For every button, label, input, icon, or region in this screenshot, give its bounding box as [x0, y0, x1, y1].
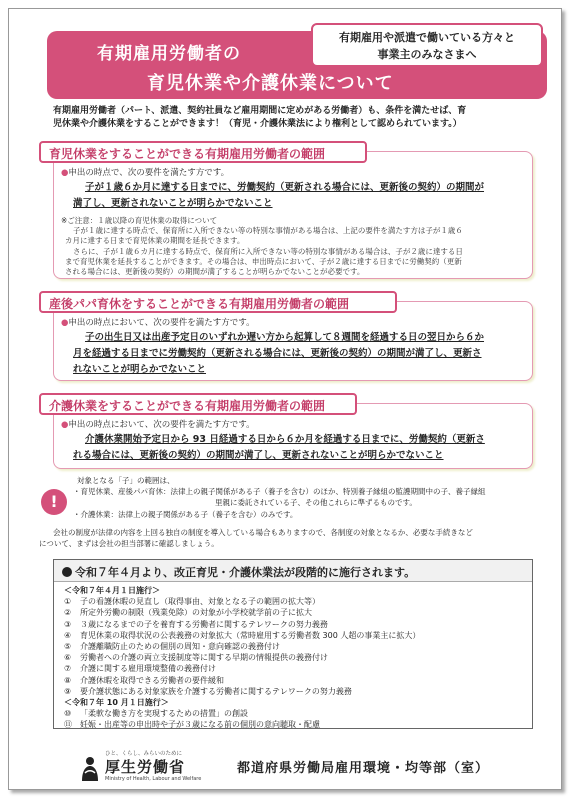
papa-heading: 産後パパ育休をすることができる有期雇用労働者の範囲 [39, 291, 397, 313]
intro-line-2: 児休業や介護休業をすることができます！（育児・介護休業法により権利として認められています。） [53, 119, 462, 129]
papa-requirement [61, 317, 255, 329]
papa-condition-3: れないことが明らかでないこと [73, 364, 207, 375]
reform-item-text: 介護休暇を取得できる労働者の要件緩和 [80, 675, 224, 685]
bullet-dot: ● [61, 168, 69, 178]
childcare-requirement [61, 167, 229, 179]
care-requirement [61, 419, 255, 431]
child-def-line-1: 対象となる「子」の範囲は、 [77, 476, 175, 485]
exclamation-icon: ! [41, 489, 67, 515]
reform-item-text: 所定外労働の制限（残業免除）の対象が小学校就学前の子に拡大 [80, 608, 312, 618]
reform-list [64, 585, 524, 731]
bullet-dot: ● [61, 318, 69, 328]
reform-item-text: 介護に関する雇用環境整備の義務付け [80, 664, 216, 674]
reform-item [64, 630, 524, 641]
child-def-line-3: 里親に委託されている子、その他これらに準ずるものです。 [215, 498, 417, 507]
reform-heading [54, 560, 532, 582]
ministry-emblem-icon [79, 755, 101, 781]
reform-item-text: 介護離職防止のための個別の周知・意向確認の義務付け [80, 642, 280, 652]
reform-heading-text: 令和７年４月より、改正育児・介護休業法が段階的に施行されます。 [75, 566, 416, 579]
care-condition-1: 介護休業開始予定日から 93 日経過する日から６か月を経過する日までに、労働契約（更新さ [85, 434, 485, 445]
reform-item-number: ⑨ [64, 686, 72, 696]
reform-item [64, 708, 524, 719]
childcare-note-6: される場合には、更新後の契約）の期間が満了することが明らかでないことが必要です。 [65, 267, 365, 276]
audience-line-1: 有期雇用や派遣で働いている方々と [339, 31, 515, 44]
reform-item-number: ⑧ [64, 675, 72, 685]
ministry-logo [79, 749, 219, 787]
title-line-1: 有期雇用労働者の [97, 44, 241, 64]
reform-item [64, 641, 524, 652]
papa-condition-2: 月を経過する日までに労働契約（更新される場合には、更新後の契約）の期間が満了し、更新さ [73, 348, 482, 359]
reform-items-april [64, 596, 524, 697]
reform-box [53, 559, 533, 729]
company-note-line-2: について、まずは会社の担当部署に確認しましょう。 [39, 539, 219, 548]
department-name: 都道府県労働局雇用環境・均等部（室） [237, 761, 490, 776]
reform-subhead-october: ＜令和７年 10 月１日施行＞ [64, 698, 169, 708]
childcare-heading: 育児休業をすることができる有期雇用労働者の範囲 [39, 141, 367, 163]
title-line-2: 育児休業や介護休業について [147, 73, 394, 94]
reform-item-number: ③ [64, 619, 72, 629]
reform-item-number: ⑤ [64, 642, 72, 652]
reform-item-number: ④ [64, 630, 72, 640]
audience-line-2: 事業主のみなさまへ [377, 48, 477, 61]
reform-item-text: 労働者への介護の両立支援制度等に関する早期の情報提供の義務付け [80, 653, 328, 663]
reform-item-number: ① [64, 597, 72, 607]
reform-item [64, 607, 524, 618]
audience-badge [311, 23, 543, 67]
papa-condition-1: 子の出生日又は出産予定日のいずれか遅い方から起算して８週間を経過する日の翌日から６か [85, 332, 485, 343]
intro-line-1: 有期雇用労働者（パート、派遣、契約社員など雇用期間に定めがある労働者）も、条件を満たせば、育 [53, 106, 467, 116]
reform-subhead-april: ＜令和７年４月１日施行＞ [64, 586, 160, 595]
reform-item-text: 要介護状態にある対象家族を介護する労働者に関するテレワークの努力義務 [80, 686, 352, 696]
childcare-note-3: カ月に達する日まで育児休業の期間を延長できます。 [65, 236, 245, 245]
reform-item [64, 686, 524, 697]
reform-item [64, 663, 524, 674]
reform-item-text: 育児休業の取得状況の公表義務の対象拡大（常時雇用する労働者数 300 人超の事業主に拡大） [80, 630, 421, 640]
reform-item-number: ⑦ [64, 664, 72, 674]
reform-item [64, 619, 524, 630]
reform-item-number: ⑪ [64, 720, 72, 730]
reform-item-text: ３歳になるまでの子を養育する労働者に関するテレワークの努力義務 [80, 619, 328, 629]
care-heading: 介護休業をすることができる有期雇用労働者の範囲 [39, 393, 357, 415]
reform-item-number: ⑩ [64, 709, 72, 719]
childcare-note-2: 子が１歳に達する時点で、保育所に入所できない等の特別な事情がある場合は、上記の要件を満たす方は子が１歳６ [73, 226, 463, 235]
childcare-condition-2: 満了し、更新されないことが明らかでないこと [73, 198, 273, 209]
reform-item-number: ② [64, 608, 72, 618]
childcare-note-1: ※ご注意：１歳以降の育児休業の取得について [61, 216, 218, 225]
ministry-name: 厚生労働省 [105, 758, 186, 776]
reform-items-october [64, 708, 524, 730]
child-def-line-4: ・介護休業：法律上の親子関係がある子（養子を含む）のみです。 [73, 510, 298, 519]
reform-item [64, 652, 524, 663]
company-note-line-1: 会社の制度が法律の内容を上回る独自の制度を導入している場合もありますので、各制度の対象となるか、必要な手続きなど [53, 528, 473, 537]
intro-text [53, 105, 533, 131]
reform-item [64, 596, 524, 607]
reform-item-text: 妊娠・出産等の申出時や子が３歳になる前の個別の意向聴取・配慮 [80, 720, 320, 730]
bullet-circle-icon [62, 567, 72, 577]
flyer-page [8, 8, 562, 790]
papa-req-text: 申出の時点において、次の要件を満たす方です。 [68, 318, 255, 328]
childcare-note-5: まで育児休業を延長することができます。その場合は、申出時点において、子が２歳に達する日までに労働契約（更新 [65, 257, 462, 266]
reform-item [64, 719, 524, 730]
childcare-condition-1: 子が１歳６か月に達する日までに、労働契約（更新される場合には、更新後の契約）の期間が [85, 182, 485, 193]
reform-item-text: 子の看護休暇の見直し（取得事由、対象となる子の範囲の拡大等） [80, 597, 320, 607]
child-def-line-2: ・育児休業、産後パパ育休：法律上の親子関係がある子（養子を含む）のほか、特別養子縁組の監護期間中の子、養子縁組 [73, 487, 486, 496]
ministry-name-en: Ministry of Health, Labour and Welfare [105, 776, 202, 782]
bullet-dot: ● [61, 420, 69, 430]
care-req-text: 申出の時点において、次の要件を満たす方です。 [68, 420, 255, 430]
care-condition-2: れる場合には、更新後の契約）の期間が満了し、更新されないことが明らかでないこと [73, 450, 444, 461]
childcare-req-text: 申出の時点で、次の要件を満たす方です。 [68, 168, 230, 178]
reform-item-number: ⑥ [64, 653, 72, 663]
reform-item-text: 「柔軟な働き方を実現するための措置」の創設 [80, 709, 248, 719]
childcare-note-4: さらに、子が１歳６カ月に達する時点で、保育所に入所できない等の特別な事情がある場合は、子が２歳に達する日 [73, 247, 463, 256]
reform-item [64, 675, 524, 686]
ministry-tagline: ひと、くらし、みらいのために [105, 751, 183, 757]
